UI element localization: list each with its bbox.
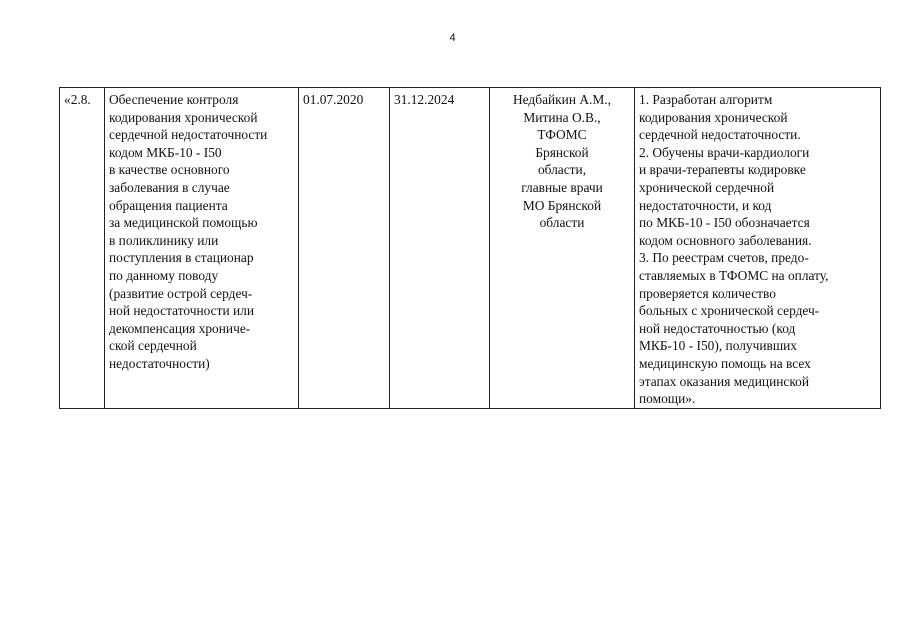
responsible-cell: [490, 88, 635, 409]
result-line: хронической сердечной: [639, 179, 775, 195]
result-line: этапах оказания медицинской: [639, 373, 810, 389]
page-number: 4: [449, 32, 456, 44]
responsible-line: Митина О.В.,: [523, 109, 601, 125]
result-line: 1. Разработан алгоритм: [639, 92, 773, 107]
description-line: Обеспечение контроля: [109, 92, 239, 107]
start-date-cell: [299, 88, 390, 409]
result-cell: [635, 88, 881, 409]
description-line: сердечной недостаточности: [109, 127, 268, 143]
result-line: помощи».: [639, 391, 696, 407]
responsible-line: МО Брянской: [522, 197, 602, 213]
end-date: 31.12.2024: [394, 92, 455, 107]
result-line: ной недостаточностью (код: [639, 320, 796, 336]
item-number: «2.8.: [64, 92, 91, 107]
description-line: в качестве основного: [109, 162, 230, 178]
description-line: за медицинской помощью: [109, 215, 258, 231]
description-line: кодирования хронической: [109, 109, 258, 125]
result-line: недостаточности, и код: [639, 197, 772, 213]
description-line: ной недостаточности или: [109, 303, 254, 319]
start-date: 01.07.2020: [303, 92, 364, 107]
description-cell: [105, 88, 299, 409]
item-number-cell: [60, 88, 105, 409]
result-line: по МКБ-10 - I50 обозначается: [639, 215, 810, 231]
result-line: кодирования хронической: [639, 109, 788, 125]
result-line: медицинскую помощь на всех: [639, 355, 811, 371]
description-line: поступления в стационар: [109, 250, 254, 266]
description-line: заболевания в случае: [109, 179, 230, 195]
result-line: 2. Обучены врачи-кардиологи: [639, 144, 810, 160]
result-line: 3. По реестрам счетов, предо-: [639, 250, 809, 266]
end-date-cell: [390, 88, 490, 409]
description-line: декомпенсация хрониче-: [109, 320, 251, 336]
plan-table: [59, 87, 881, 409]
result-line: больных с хронической сердеч-: [639, 303, 820, 319]
result-line: и врачи-терапевты кодировке: [639, 162, 806, 178]
responsible-line: главные врачи: [521, 179, 603, 195]
description-line: ской сердечной: [109, 338, 197, 354]
result-line: МКБ-10 - I50), получивших: [639, 338, 797, 354]
description-line: недостаточности): [109, 355, 210, 371]
responsible-line: Недбайкин А.М.,: [513, 92, 611, 107]
responsible-line: области: [539, 215, 585, 231]
result-line: ставляемых в ТФОМС на оплату, проверяется количество: [639, 267, 829, 301]
description-line: в поликлинику или: [109, 232, 219, 248]
table-row: [60, 88, 881, 409]
result-line: сердечной недостаточности.: [639, 127, 801, 143]
description-line: (развитие острой сердеч-: [109, 285, 253, 301]
result-line: кодом основного заболевания.: [639, 232, 812, 248]
responsible-line: области,: [537, 162, 587, 178]
description-line: по данному поводу: [109, 267, 219, 283]
responsible-line: Брянской: [535, 144, 589, 160]
description-line: кодом МКБ-10 - I50: [109, 144, 222, 160]
description-line: обращения пациента: [109, 197, 228, 213]
responsible-line: ТФОМС: [537, 127, 587, 143]
